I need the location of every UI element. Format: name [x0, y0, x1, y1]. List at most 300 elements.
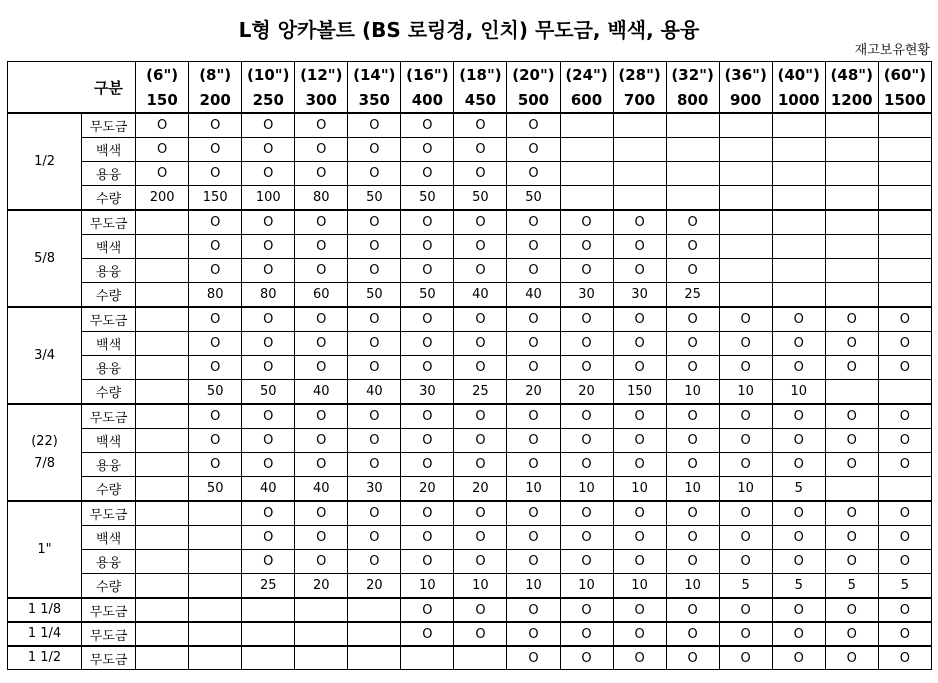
empty-cell — [825, 259, 878, 283]
quantity-cell: 5 — [878, 574, 931, 599]
stock-mark: O — [454, 526, 507, 550]
stock-mark: O — [666, 356, 719, 380]
empty-cell — [878, 113, 931, 138]
row-label: 무도금 — [82, 622, 136, 646]
quantity-cell: 5 — [772, 477, 825, 502]
stock-mark: O — [242, 501, 295, 526]
stock-mark: O — [613, 356, 666, 380]
header-length-inch: (16") — [401, 62, 454, 88]
header-length-mm: 1000 — [772, 87, 825, 113]
quantity-cell: 150 — [613, 380, 666, 405]
quantity-cell: 30 — [613, 283, 666, 308]
row-label: 무도금 — [82, 598, 136, 622]
empty-cell — [136, 429, 189, 453]
empty-cell — [878, 162, 931, 186]
empty-cell — [136, 453, 189, 477]
stock-mark: O — [348, 332, 401, 356]
empty-cell — [825, 138, 878, 162]
header-length-inch: (10") — [242, 62, 295, 88]
row-label: 백색 — [82, 526, 136, 550]
stock-mark: O — [613, 501, 666, 526]
empty-cell — [189, 646, 242, 670]
stock-mark: O — [348, 550, 401, 574]
size-label-line: 1 1/2 — [27, 650, 62, 665]
quantity-cell: 50 — [189, 380, 242, 405]
stock-mark: O — [507, 526, 560, 550]
stock-mark: O — [454, 550, 507, 574]
quantity-cell: 50 — [242, 380, 295, 405]
stock-mark: O — [560, 501, 613, 526]
stock-mark: O — [242, 210, 295, 235]
stock-mark: O — [719, 622, 772, 646]
stock-mark: O — [401, 307, 454, 332]
quantity-cell: 40 — [507, 283, 560, 308]
header-length-mm: 1200 — [825, 87, 878, 113]
stock-mark: O — [772, 429, 825, 453]
stock-mark: O — [348, 307, 401, 332]
empty-cell — [772, 113, 825, 138]
table-row — [8, 526, 932, 550]
quantity-cell: 5 — [772, 574, 825, 599]
quantity-cell: 10 — [772, 380, 825, 405]
stock-mark: O — [878, 598, 931, 622]
table-row — [8, 646, 932, 670]
header-length-mm: 700 — [613, 87, 666, 113]
empty-cell — [613, 113, 666, 138]
stock-mark: O — [666, 307, 719, 332]
quantity-cell: 10 — [454, 574, 507, 599]
empty-cell — [878, 235, 931, 259]
empty-cell — [825, 283, 878, 308]
empty-cell — [613, 138, 666, 162]
empty-cell — [242, 646, 295, 670]
size-group — [8, 113, 932, 210]
stock-mark: O — [454, 356, 507, 380]
row-label: 수량 — [82, 186, 136, 211]
stock-mark: O — [242, 138, 295, 162]
size-label — [8, 598, 82, 622]
stock-mark: O — [666, 235, 719, 259]
stock-mark: O — [560, 210, 613, 235]
stock-mark: O — [454, 307, 507, 332]
size-label-line: 1/2 — [34, 153, 55, 169]
quantity-cell: 20 — [348, 574, 401, 599]
quantity-cell: 10 — [560, 574, 613, 599]
header-length-mm: 400 — [401, 87, 454, 113]
row-label: 용융 — [82, 453, 136, 477]
stock-mark: O — [613, 429, 666, 453]
page-title: L형 앙카볼트 (BS 로링경, 인치) 무도금, 백색, 용융 — [238, 18, 700, 42]
header-length-mm: 1500 — [878, 87, 931, 113]
stock-mark: O — [242, 550, 295, 574]
stock-mark: O — [560, 307, 613, 332]
header-length-inch: (24") — [560, 62, 613, 88]
stock-mark: O — [825, 526, 878, 550]
stock-mark: O — [825, 429, 878, 453]
stock-mark: O — [825, 332, 878, 356]
stock-mark: O — [401, 429, 454, 453]
stock-mark: O — [401, 622, 454, 646]
stock-mark: O — [454, 598, 507, 622]
stock-mark: O — [348, 453, 401, 477]
row-label: 백색 — [82, 138, 136, 162]
stock-mark: O — [401, 550, 454, 574]
stock-mark: O — [825, 501, 878, 526]
quantity-cell: 10 — [719, 477, 772, 502]
quantity-cell: 20 — [560, 380, 613, 405]
stock-mark: O — [189, 259, 242, 283]
stock-mark: O — [242, 162, 295, 186]
empty-cell — [772, 186, 825, 211]
stock-mark: O — [666, 526, 719, 550]
empty-cell — [825, 210, 878, 235]
stock-mark: O — [719, 404, 772, 429]
empty-cell — [772, 138, 825, 162]
header-length-inch: (8") — [189, 62, 242, 88]
stock-mark: O — [295, 259, 348, 283]
stock-mark: O — [189, 356, 242, 380]
stock-mark: O — [401, 526, 454, 550]
stock-mark: O — [189, 453, 242, 477]
stock-mark: O — [242, 113, 295, 138]
size-group — [8, 622, 932, 646]
empty-cell — [719, 186, 772, 211]
stock-mark: O — [507, 429, 560, 453]
stock-mark: O — [772, 622, 825, 646]
stock-mark: O — [560, 429, 613, 453]
stock-mark: O — [507, 598, 560, 622]
empty-cell — [242, 622, 295, 646]
stock-mark: O — [825, 404, 878, 429]
stock-mark: O — [295, 501, 348, 526]
size-label — [8, 501, 82, 598]
quantity-cell: 10 — [666, 380, 719, 405]
empty-cell — [295, 598, 348, 622]
stock-mark: O — [295, 453, 348, 477]
stock-mark: O — [189, 138, 242, 162]
stock-mark: O — [560, 404, 613, 429]
table-row — [8, 332, 932, 356]
stock-mark: O — [560, 526, 613, 550]
quantity-cell: 40 — [295, 380, 348, 405]
stock-mark: O — [772, 526, 825, 550]
stock-mark: O — [295, 404, 348, 429]
stock-mark: O — [242, 453, 295, 477]
stock-mark: O — [560, 646, 613, 670]
row-label: 용융 — [82, 356, 136, 380]
stock-mark: O — [560, 356, 613, 380]
quantity-cell: 50 — [454, 186, 507, 211]
stock-mark: O — [189, 429, 242, 453]
header-length-mm: 450 — [454, 87, 507, 113]
table-row — [8, 186, 932, 211]
stock-mark: O — [507, 453, 560, 477]
empty-cell — [136, 356, 189, 380]
empty-cell — [560, 138, 613, 162]
row-label: 용융 — [82, 259, 136, 283]
quantity-cell: 100 — [242, 186, 295, 211]
stock-mark: O — [454, 235, 507, 259]
empty-cell — [136, 574, 189, 599]
stock-mark: O — [295, 526, 348, 550]
stock-mark: O — [454, 162, 507, 186]
stock-mark: O — [878, 646, 931, 670]
empty-cell — [136, 404, 189, 429]
quantity-cell: 30 — [401, 380, 454, 405]
table-row — [8, 138, 932, 162]
quantity-cell: 150 — [189, 186, 242, 211]
stock-mark: O — [454, 332, 507, 356]
stock-mark: O — [613, 646, 666, 670]
size-label — [8, 404, 82, 501]
quantity-cell: 25 — [242, 574, 295, 599]
empty-cell — [560, 113, 613, 138]
quantity-cell: 10 — [507, 477, 560, 502]
header-gubun: 구분 — [82, 62, 136, 114]
quantity-cell: 10 — [613, 574, 666, 599]
empty-cell — [772, 283, 825, 308]
row-label: 용융 — [82, 550, 136, 574]
empty-cell — [560, 186, 613, 211]
row-label: 백색 — [82, 235, 136, 259]
table-row — [8, 501, 932, 526]
empty-cell — [772, 235, 825, 259]
stock-mark: O — [772, 356, 825, 380]
stock-mark: O — [348, 356, 401, 380]
stock-mark: O — [613, 622, 666, 646]
stock-mark: O — [772, 332, 825, 356]
stock-mark: O — [507, 210, 560, 235]
stock-mark: O — [401, 598, 454, 622]
stock-mark: O — [401, 162, 454, 186]
stock-mark: O — [295, 138, 348, 162]
stock-mark: O — [666, 332, 719, 356]
stock-mark: O — [242, 235, 295, 259]
empty-cell — [772, 162, 825, 186]
stock-mark: O — [295, 429, 348, 453]
quantity-cell: 80 — [242, 283, 295, 308]
empty-cell — [136, 598, 189, 622]
header-length-mm: 600 — [560, 87, 613, 113]
stock-mark: O — [136, 113, 189, 138]
stock-mark: O — [613, 259, 666, 283]
stock-mark: O — [189, 307, 242, 332]
stock-mark: O — [454, 501, 507, 526]
stock-mark: O — [772, 404, 825, 429]
stock-mark: O — [348, 138, 401, 162]
stock-mark: O — [454, 210, 507, 235]
table-row — [8, 404, 932, 429]
row-label: 백색 — [82, 429, 136, 453]
header-length-inch: (36") — [719, 62, 772, 88]
header-length-inch: (14") — [348, 62, 401, 88]
stock-mark: O — [666, 453, 719, 477]
stock-mark: O — [772, 550, 825, 574]
stock-mark: O — [295, 332, 348, 356]
stock-mark: O — [348, 526, 401, 550]
quantity-cell: 5 — [825, 574, 878, 599]
size-label-line: 1 1/4 — [27, 626, 62, 641]
stock-mark: O — [613, 307, 666, 332]
empty-cell — [825, 113, 878, 138]
empty-cell — [719, 162, 772, 186]
stock-mark: O — [719, 550, 772, 574]
stock-mark: O — [507, 622, 560, 646]
stock-mark: O — [348, 501, 401, 526]
size-label — [8, 113, 82, 210]
quantity-cell: 20 — [295, 574, 348, 599]
size-label-line: 3/4 — [34, 347, 55, 363]
empty-cell — [136, 332, 189, 356]
stock-mark: O — [560, 550, 613, 574]
empty-cell — [348, 646, 401, 670]
stock-mark: O — [772, 453, 825, 477]
quantity-cell: 20 — [454, 477, 507, 502]
table-row — [8, 550, 932, 574]
stock-mark: O — [507, 138, 560, 162]
stock-mark: O — [348, 235, 401, 259]
empty-cell — [348, 598, 401, 622]
size-group — [8, 404, 932, 501]
quantity-cell: 60 — [295, 283, 348, 308]
stock-mark: O — [719, 646, 772, 670]
quantity-cell: 30 — [348, 477, 401, 502]
stock-mark: O — [189, 332, 242, 356]
stock-mark: O — [507, 307, 560, 332]
stock-mark: O — [507, 332, 560, 356]
header-length-inch: (32") — [666, 62, 719, 88]
quantity-cell: 25 — [666, 283, 719, 308]
quantity-cell: 50 — [348, 283, 401, 308]
stock-mark: O — [348, 259, 401, 283]
stock-mark: O — [772, 501, 825, 526]
header-length-inch: (60") — [878, 62, 931, 88]
empty-cell — [454, 646, 507, 670]
stock-mark: O — [878, 404, 931, 429]
stock-mark: O — [560, 622, 613, 646]
stock-mark: O — [613, 550, 666, 574]
empty-cell — [136, 477, 189, 502]
stock-mark: O — [825, 646, 878, 670]
table-row — [8, 162, 932, 186]
empty-cell — [348, 622, 401, 646]
stock-mark: O — [242, 526, 295, 550]
empty-cell — [295, 646, 348, 670]
empty-cell — [719, 235, 772, 259]
stock-mark: O — [507, 501, 560, 526]
empty-cell — [878, 210, 931, 235]
stock-mark: O — [295, 235, 348, 259]
table-row — [8, 235, 932, 259]
header-length-mm: 200 — [189, 87, 242, 113]
stock-mark: O — [454, 453, 507, 477]
header-length-inch: (18") — [454, 62, 507, 88]
empty-cell — [189, 501, 242, 526]
size-label-line: 7/8 — [34, 455, 55, 471]
stock-mark: O — [719, 526, 772, 550]
header-row-mm — [8, 87, 932, 113]
table-row — [8, 380, 932, 405]
table-row — [8, 259, 932, 283]
stock-mark: O — [825, 622, 878, 646]
page-subtitle: 재고보유현황 — [854, 43, 930, 58]
table-row — [8, 477, 932, 502]
stock-mark: O — [613, 453, 666, 477]
empty-cell — [772, 210, 825, 235]
quantity-cell: 80 — [189, 283, 242, 308]
stock-mark: O — [401, 210, 454, 235]
header-length-inch: (48") — [825, 62, 878, 88]
stock-mark: O — [719, 429, 772, 453]
row-label: 무도금 — [82, 113, 136, 138]
stock-mark: O — [242, 356, 295, 380]
empty-cell — [136, 526, 189, 550]
empty-cell — [189, 574, 242, 599]
row-label: 수량 — [82, 477, 136, 502]
stock-mark: O — [295, 307, 348, 332]
stock-mark: O — [613, 235, 666, 259]
empty-cell — [613, 186, 666, 211]
stock-mark: O — [348, 113, 401, 138]
empty-cell — [719, 259, 772, 283]
quantity-cell: 30 — [560, 283, 613, 308]
stock-mark: O — [560, 235, 613, 259]
stock-mark: O — [348, 210, 401, 235]
quantity-cell: 50 — [189, 477, 242, 502]
stock-mark: O — [719, 307, 772, 332]
stock-mark: O — [878, 622, 931, 646]
stock-mark: O — [560, 259, 613, 283]
stock-mark: O — [401, 453, 454, 477]
table-row — [8, 622, 932, 646]
quantity-cell: 80 — [295, 186, 348, 211]
quantity-cell: 10 — [560, 477, 613, 502]
size-label — [8, 646, 82, 670]
stock-mark: O — [878, 453, 931, 477]
empty-cell — [136, 259, 189, 283]
stock-mark: O — [666, 210, 719, 235]
quantity-cell: 50 — [401, 186, 454, 211]
quantity-cell: 10 — [401, 574, 454, 599]
quantity-cell: 50 — [507, 186, 560, 211]
header-length-mm: 900 — [719, 87, 772, 113]
stock-mark: O — [507, 356, 560, 380]
empty-cell — [719, 210, 772, 235]
quantity-cell: 40 — [454, 283, 507, 308]
empty-cell — [878, 259, 931, 283]
stock-mark: O — [772, 307, 825, 332]
empty-cell — [825, 162, 878, 186]
table-row — [8, 356, 932, 380]
stock-mark: O — [242, 404, 295, 429]
quantity-cell: 25 — [454, 380, 507, 405]
quantity-cell: 20 — [401, 477, 454, 502]
stock-mark: O — [666, 598, 719, 622]
empty-cell — [825, 186, 878, 211]
stock-mark: O — [719, 501, 772, 526]
empty-cell — [189, 550, 242, 574]
stock-mark: O — [348, 429, 401, 453]
empty-cell — [189, 526, 242, 550]
empty-cell — [719, 113, 772, 138]
empty-cell — [878, 477, 931, 502]
empty-cell — [189, 622, 242, 646]
size-group — [8, 307, 932, 404]
stock-mark: O — [772, 598, 825, 622]
empty-cell — [189, 598, 242, 622]
quantity-cell: 10 — [613, 477, 666, 502]
stock-mark: O — [666, 646, 719, 670]
